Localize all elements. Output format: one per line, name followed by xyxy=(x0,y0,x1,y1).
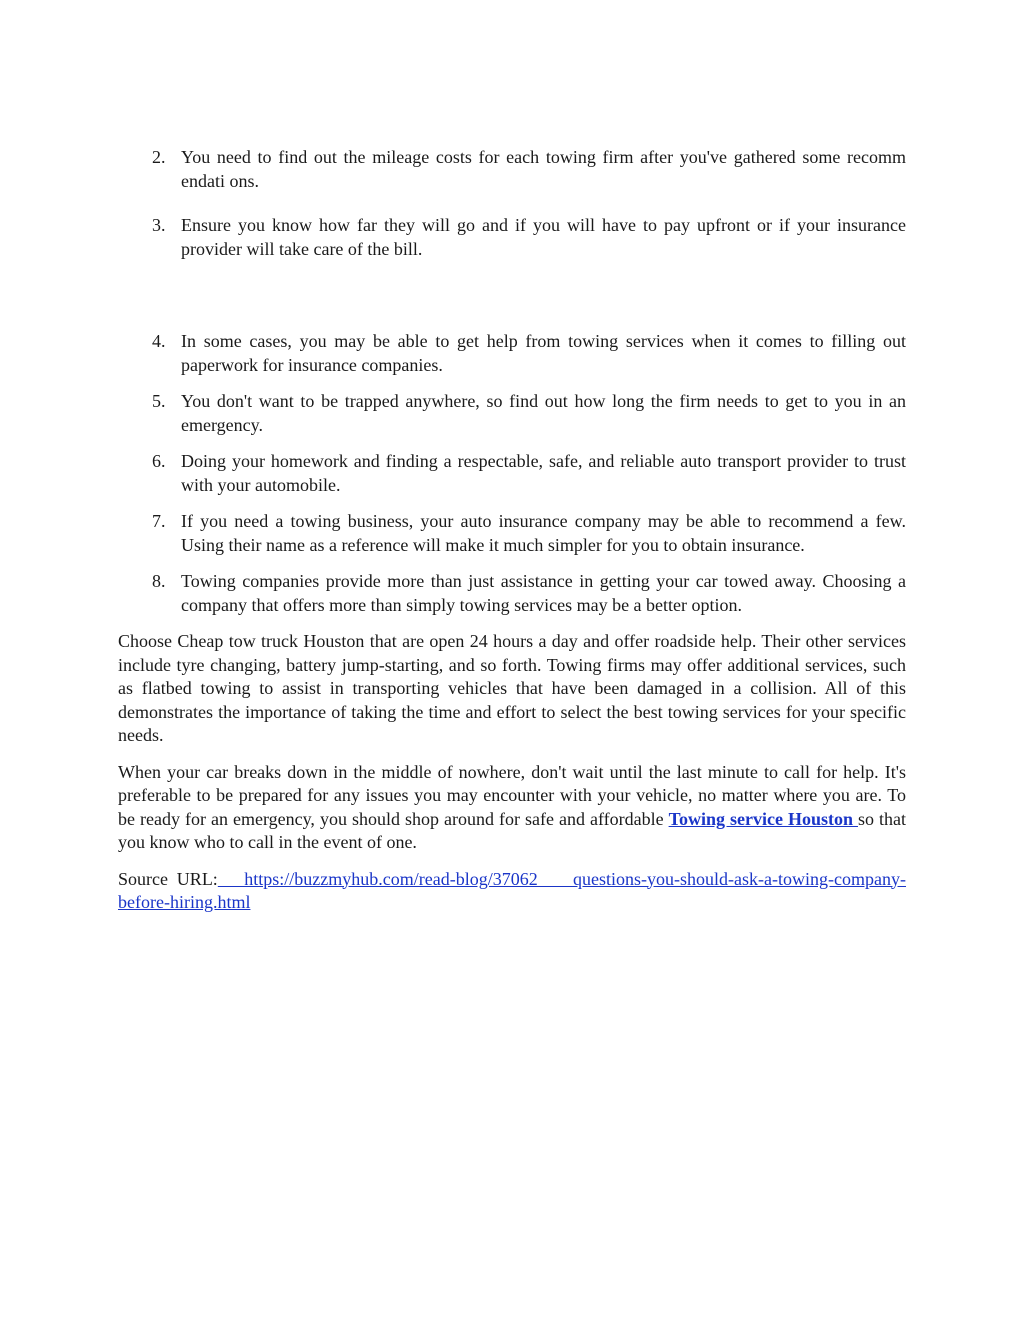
body-paragraph: Choose Cheap tow truck Houston that are open 24 hours a day and offer roadside help. Their other services include tyre changing, battery jump-starting, and so forth. Towing firms may offer additional services, such as flatbed towing to assist in transporting vehicles that have been damaged in a collision. All of this demonstrates the importance of taking the time and effort to select the best towing services for your specific needs. xyxy=(118,631,906,745)
list-number: 8. xyxy=(152,571,166,591)
paragraph-text: so that you know who to call in the event of one. xyxy=(118,808,906,852)
list-text: You don't want to be trapped anywhere, so find out how long the firm needs to get to you in an emergency. xyxy=(181,391,906,435)
body-paragraph xyxy=(118,761,906,855)
source-line xyxy=(118,868,906,915)
list-item xyxy=(118,510,906,557)
list-text: Doing your homework and finding a respectable, safe, and reliable auto transport provider to trust with your automobile. xyxy=(181,451,906,495)
list-number: 7. xyxy=(152,511,166,531)
list-text: Ensure you know how far they will go and if you will have to pay upfront or if your insurance provider will take care of the bill. xyxy=(181,215,906,259)
list-number: 4. xyxy=(152,331,166,351)
list-number: 3. xyxy=(152,215,166,235)
list-text: You need to find out the mileage costs for each towing firm after you've gathered some recomm endati ons. xyxy=(181,147,906,191)
towing-service-link[interactable]: Towing service Houston xyxy=(668,808,858,829)
list-item xyxy=(118,146,906,193)
list-item xyxy=(118,450,906,497)
list-item xyxy=(118,214,906,261)
document-page xyxy=(118,146,906,915)
source-url-link[interactable]: https://buzzmyhub.com/read-blog/37062 questions-you-should-ask-a-towing-company-before-hiring.html xyxy=(118,868,906,912)
list-number: 5. xyxy=(152,391,166,411)
list-number: 2. xyxy=(152,147,166,167)
paragraph-text: When your car breaks down in the middle of nowhere, don't wait until the last minute to call for help. It's preferable to be prepared for any issues you may encounter with your vehicle, no matter where you are. To be ready for an emergency, you should shop around for safe and affordable xyxy=(118,761,906,829)
source-label: Source URL: xyxy=(118,868,218,889)
list-text: In some cases, you may be able to get help from towing services when it comes to filling out paperwork for insurance companies. xyxy=(181,331,906,375)
list-item xyxy=(118,570,906,617)
list-item xyxy=(118,330,906,377)
list-text: If you need a towing business, your auto insurance company may be able to recommend a few. Using their name as a reference will make it much simpler for you to obtain insurance. xyxy=(181,511,906,555)
list-number: 6. xyxy=(152,451,166,471)
list-text: Towing companies provide more than just assistance in getting your car towed away. Choosing a company that offers more than simply towing services may be a better option. xyxy=(181,571,906,615)
list-item xyxy=(118,390,906,437)
